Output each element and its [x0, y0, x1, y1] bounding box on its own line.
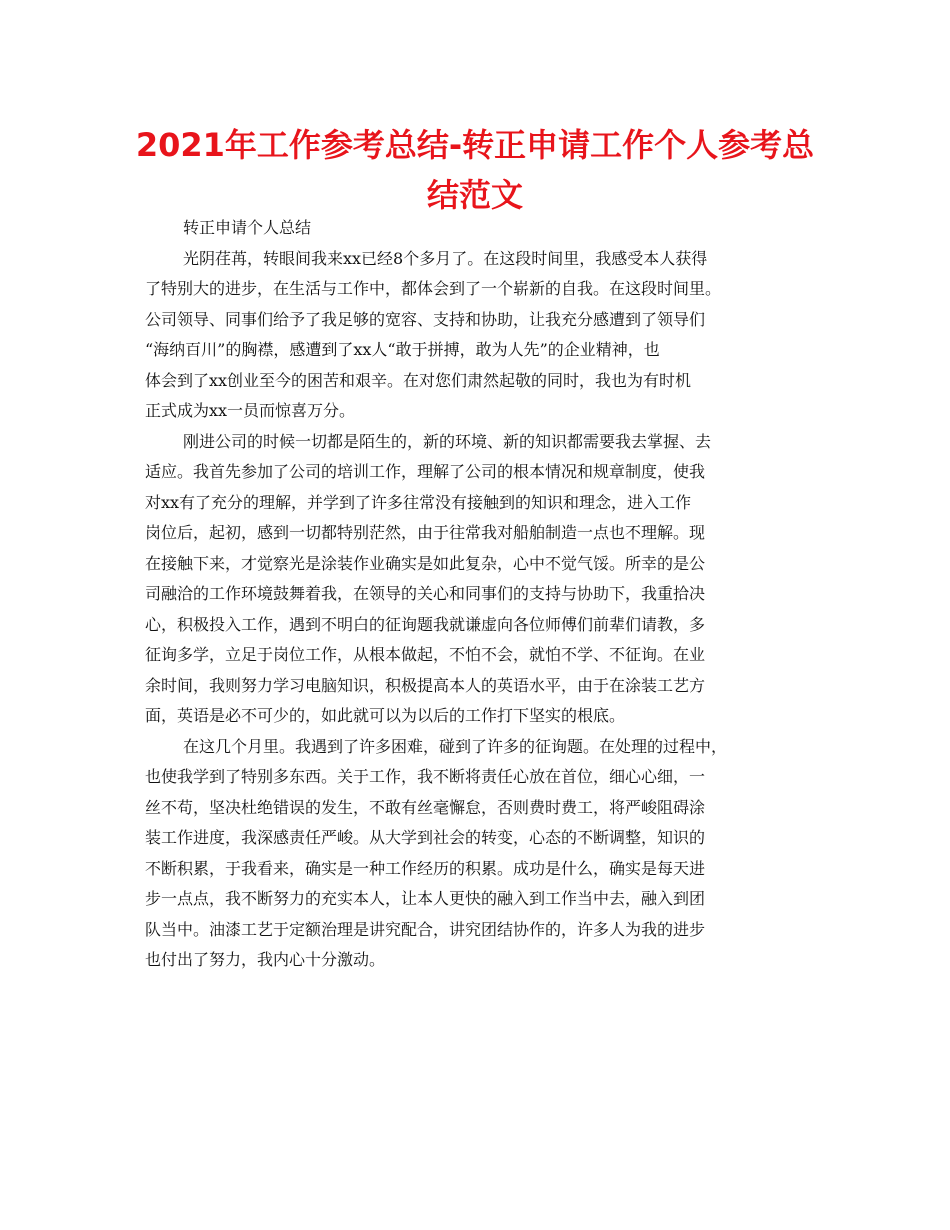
- text-line: 也使我学到了特别多东西。关于工作，我不断将责任心放在首位，细心心细，一: [145, 767, 706, 786]
- text-line: “海纳百川”的胸襟，感遭到了xx人“敢于拼搏，敢为人先”的企业精神，也: [145, 340, 660, 359]
- document-title: [120, 120, 830, 220]
- text-line: 也付出了努力，我内心十分激动。: [145, 950, 386, 969]
- text-line: 体会到了xx创业至今的困苦和艰辛。在对您们肃然起敬的同时，我也为有时机: [145, 370, 692, 390]
- text-line: 司融洽的工作环境鼓舞着我，在领导的关心和同事们的支持与协助下，我重拾决: [145, 584, 706, 603]
- text-line: 装工作进度，我深感责任严峻。从大学到社会的转变，心态的不断调整，知识的: [145, 828, 706, 847]
- paragraph: [145, 427, 815, 732]
- paragraph: [145, 244, 815, 427]
- text-line: 在这几个月里。我遇到了许多困难，碰到了许多的征询题。在处理的过程中，: [183, 736, 728, 756]
- text-line: 丝不苟，坚决杜绝错误的发生，不敢有丝毫懈怠，否则费时费工，将严峻阻碍涂: [145, 797, 706, 817]
- paragraph: [145, 732, 815, 976]
- title-line-2: 结范文: [426, 176, 523, 214]
- title-line-1: 2021年工作参考总结-转正申请工作个人参考总: [135, 126, 815, 164]
- text-line: 岗位后，起初，感到一切都特别茫然，由于往常我对船舶制造一点也不理解。现: [145, 523, 706, 542]
- document-body: [145, 213, 815, 976]
- text-line: 公司领导、同事们给予了我足够的宽容、支持和协助，让我充分感遭到了领导们: [145, 309, 706, 329]
- text-line: 光阴荏苒，转眼间我来xx已经8个多月了。在这段时间里，我感受本人获得: [183, 248, 708, 268]
- text-line: 正式成为xx一员而惊喜万分。: [145, 401, 356, 420]
- text-line: 对xx有了充分的理解，并学到了许多往常没有接触到的知识和理念，进入工作: [145, 492, 692, 512]
- text-line: 转正申请个人总结: [183, 218, 312, 237]
- text-line: 面，英语是必不可少的，如此就可以为以后的工作打下坚实的根底。: [145, 706, 626, 725]
- paragraph: [145, 213, 815, 244]
- text-line: 不断积累，于我看来，确实是一种工作经历的积累。成功是什么，确实是每天进: [145, 858, 706, 878]
- text-line: 了特别大的进步，在生活与工作中，都体会到了一个崭新的自我。在这段时间里。: [145, 279, 722, 298]
- text-line: 队当中。油漆工艺于定额治理是讲究配合，讲究团结协作的，许多人为我的进步: [145, 919, 706, 939]
- text-line: 步一点点，我不断努力的充实本人，让本人更快的融入到工作当中去，融入到团: [145, 889, 706, 908]
- text-line: 刚进公司的时候一切都是陌生的，新的环境、新的知识都需要我去掌握、去: [183, 431, 712, 451]
- text-line: 征询多学，立足于岗位工作，从根本做起，不怕不会，就怕不学、不征询。在业: [145, 645, 706, 664]
- text-line: 在接触下来，才觉察光是涂装作业确实是如此复杂，心中不觉气馁。所幸的是公: [145, 553, 706, 573]
- text-line: 心，积极投入工作，遇到不明白的征询题我就谦虚向各位师傅们前辈们请教，多: [145, 614, 706, 634]
- text-line: 余时间，我则努力学习电脑知识，积极提高本人的英语水平，由于在涂装工艺方: [145, 675, 706, 695]
- text-line: 适应。我首先参加了公司的培训工作，理解了公司的根本情况和规章制度，使我: [145, 462, 706, 481]
